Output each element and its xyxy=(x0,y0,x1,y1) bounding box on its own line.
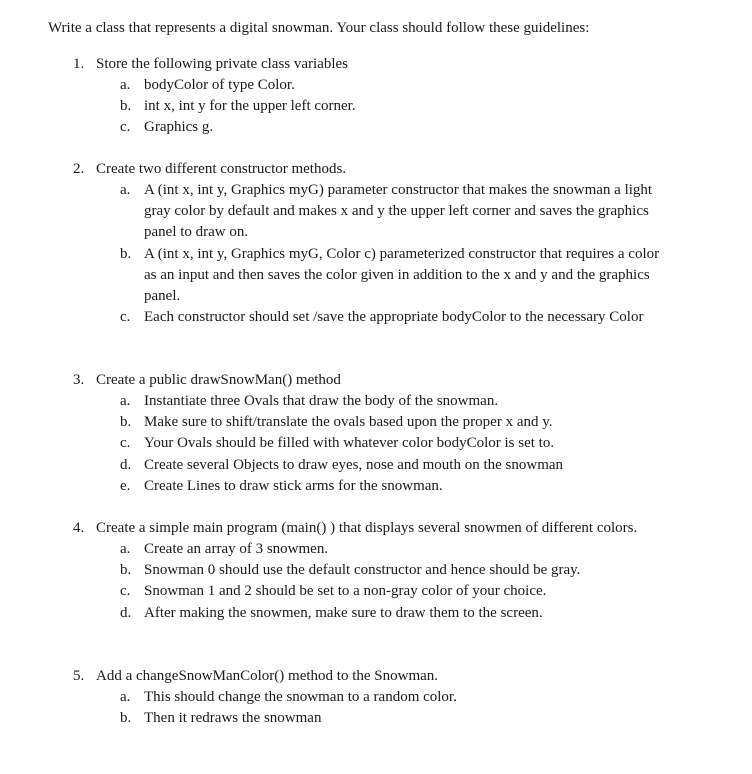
section-heading xyxy=(0,370,752,391)
list-item xyxy=(0,455,752,476)
list-item xyxy=(0,75,752,96)
intro-paragraph: Write a class that represents a digital snowman. Your class should follow these guidelines: xyxy=(48,20,590,36)
item-text: Create Lines to draw stick arms for the snowman. xyxy=(144,477,443,494)
item-letter: c. xyxy=(120,435,131,452)
section-text: Create a public drawSnowMan() method xyxy=(96,372,341,388)
item-letter: a. xyxy=(120,393,131,409)
section-4 xyxy=(0,518,752,624)
section-2 xyxy=(0,159,752,328)
item-text: Create an array of 3 snowmen. xyxy=(144,541,329,557)
item-text: Graphics g. xyxy=(144,119,214,136)
section-heading xyxy=(0,54,752,75)
section-number: 5. xyxy=(73,668,85,684)
list-item xyxy=(0,603,752,624)
list-item xyxy=(0,687,752,708)
item-letter: c. xyxy=(120,583,131,600)
list-item xyxy=(0,433,752,454)
item-letter: c. xyxy=(120,119,131,136)
section-number: 3. xyxy=(73,372,85,388)
item-text: Create several Objects to draw eyes, nose and mouth on the snowman xyxy=(144,456,564,473)
item-text: Snowman 0 should use the default constructor and hence should be gray. xyxy=(144,562,581,579)
list-item xyxy=(0,539,752,560)
item-letter: a. xyxy=(120,541,131,557)
section-text: Store the following private class variables xyxy=(96,56,349,72)
item-letter: a. xyxy=(120,689,131,705)
item-text: A (int x, int y, Graphics myG) parameter constructor that makes the snowman a light gray color by default and makes x and y the upper left corner and saves the graphics panel to draw on. xyxy=(144,182,653,241)
section-number: 4. xyxy=(73,520,85,536)
item-text: Instantiate three Ovals that draw the body of the snowman. xyxy=(144,393,499,409)
item-text: Make sure to shift/translate the ovals based upon the proper x and y. xyxy=(144,414,553,431)
section-text: Create a simple main program (main() ) that displays several snowmen of different colors. xyxy=(96,520,638,536)
item-text: Then it redraws the snowman xyxy=(144,710,322,727)
list-item xyxy=(0,244,752,308)
item-letter: b. xyxy=(120,414,132,431)
item-text: Your Ovals should be filled with whatever color bodyColor is set to. xyxy=(144,435,555,452)
item-letter: b. xyxy=(120,98,132,115)
section-3 xyxy=(0,370,752,497)
item-text: bodyColor of type Color. xyxy=(144,77,295,93)
section-text: Create two different constructor methods. xyxy=(96,161,347,177)
item-letter: a. xyxy=(120,182,131,198)
section-number: 1. xyxy=(73,56,85,72)
item-text: This should change the snowman to a random color. xyxy=(144,689,457,705)
item-text: Snowman 1 and 2 should be set to a non-gray color of your choice. xyxy=(144,583,547,600)
item-text: Each constructor should set /save the appropriate bodyColor to the necessary Color xyxy=(144,309,644,326)
list-item xyxy=(0,476,752,497)
list-item xyxy=(0,391,752,412)
list-item xyxy=(0,117,752,138)
section-text: Add a changeSnowManColor() method to the Snowman. xyxy=(96,668,439,684)
item-letter: d. xyxy=(120,604,132,621)
list-item xyxy=(0,708,752,729)
item-text: int x, int y for the upper left corner. xyxy=(144,98,356,115)
item-letter: c. xyxy=(120,309,131,326)
list-item xyxy=(0,96,752,117)
section-5 xyxy=(0,666,752,729)
item-letter: b. xyxy=(120,245,132,262)
item-letter: e. xyxy=(120,477,131,494)
section-1 xyxy=(0,54,752,139)
item-letter: b. xyxy=(120,710,132,727)
item-letter: a. xyxy=(120,77,131,93)
section-heading xyxy=(0,159,752,180)
list-item xyxy=(0,581,752,602)
section-heading xyxy=(0,666,752,687)
item-text: A (int x, int y, Graphics myG, Color c) parameterized constructor that requires a color as an input and then saves the color given in addition to the x and y and the graphics panel. xyxy=(144,245,660,305)
list-item xyxy=(0,307,752,328)
item-text: After making the snowmen, make sure to draw them to the screen. xyxy=(144,604,543,621)
list-item xyxy=(0,180,752,244)
list-item xyxy=(0,412,752,433)
item-letter: b. xyxy=(120,562,132,579)
section-heading xyxy=(0,518,752,539)
section-number: 2. xyxy=(73,161,85,177)
list-item xyxy=(0,560,752,581)
item-letter: d. xyxy=(120,456,132,473)
